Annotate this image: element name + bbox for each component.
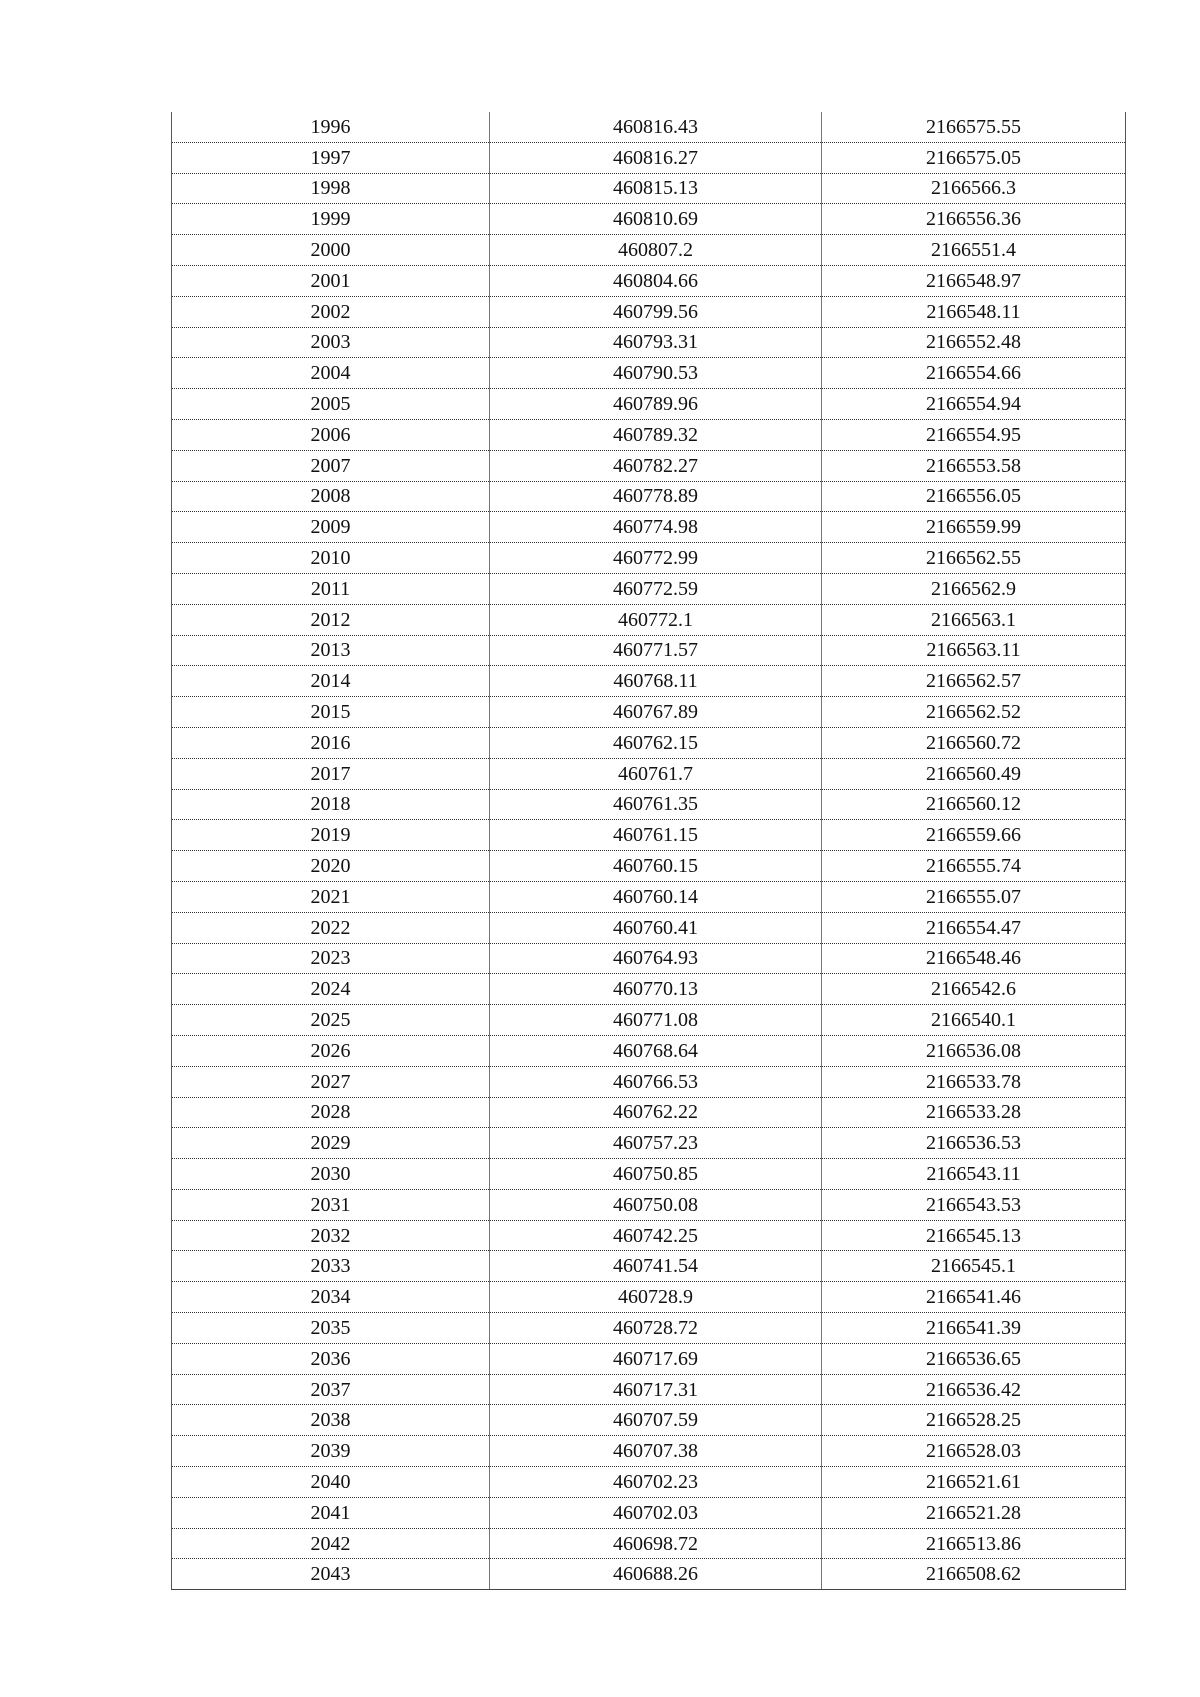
y-coordinate-cell: 2166553.58 bbox=[822, 450, 1126, 481]
point-id-cell: 2015 bbox=[172, 697, 490, 728]
table-row bbox=[172, 358, 1126, 389]
point-id-cell: 2035 bbox=[172, 1313, 490, 1344]
x-coordinate-cell: 460815.13 bbox=[490, 173, 822, 204]
point-id-cell: 2043 bbox=[172, 1559, 490, 1590]
y-coordinate-cell: 2166543.53 bbox=[822, 1189, 1126, 1220]
table-row bbox=[172, 1343, 1126, 1374]
table-row bbox=[172, 851, 1126, 882]
point-id-cell: 2030 bbox=[172, 1159, 490, 1190]
point-id-cell: 2026 bbox=[172, 1035, 490, 1066]
table-row bbox=[172, 265, 1126, 296]
x-coordinate-cell: 460761.7 bbox=[490, 758, 822, 789]
table-row bbox=[172, 758, 1126, 789]
y-coordinate-cell: 2166554.94 bbox=[822, 389, 1126, 420]
y-coordinate-cell: 2166556.05 bbox=[822, 481, 1126, 512]
y-coordinate-cell: 2166541.46 bbox=[822, 1282, 1126, 1313]
x-coordinate-cell: 460799.56 bbox=[490, 296, 822, 327]
table-row bbox=[172, 820, 1126, 851]
table-row bbox=[172, 1005, 1126, 1036]
point-id-cell: 2031 bbox=[172, 1189, 490, 1220]
x-coordinate-cell: 460771.57 bbox=[490, 635, 822, 666]
point-id-cell: 2020 bbox=[172, 851, 490, 882]
table-row bbox=[172, 235, 1126, 266]
y-coordinate-cell: 2166536.42 bbox=[822, 1374, 1126, 1405]
y-coordinate-cell: 2166560.12 bbox=[822, 789, 1126, 820]
table-row bbox=[172, 666, 1126, 697]
table-row bbox=[172, 112, 1126, 142]
point-id-cell: 2006 bbox=[172, 419, 490, 450]
y-coordinate-cell: 2166513.86 bbox=[822, 1528, 1126, 1559]
y-coordinate-cell: 2166555.07 bbox=[822, 881, 1126, 912]
x-coordinate-cell: 460804.66 bbox=[490, 265, 822, 296]
y-coordinate-cell: 2166528.03 bbox=[822, 1436, 1126, 1467]
y-coordinate-cell: 2166528.25 bbox=[822, 1405, 1126, 1436]
table-row bbox=[172, 1374, 1126, 1405]
x-coordinate-cell: 460810.69 bbox=[490, 204, 822, 235]
x-coordinate-cell: 460793.31 bbox=[490, 327, 822, 358]
y-coordinate-cell: 2166545.1 bbox=[822, 1251, 1126, 1282]
y-coordinate-cell: 2166541.39 bbox=[822, 1313, 1126, 1344]
y-coordinate-cell: 2166562.57 bbox=[822, 666, 1126, 697]
x-coordinate-cell: 460771.08 bbox=[490, 1005, 822, 1036]
x-coordinate-cell: 460750.08 bbox=[490, 1189, 822, 1220]
y-coordinate-cell: 2166533.78 bbox=[822, 1066, 1126, 1097]
x-coordinate-cell: 460698.72 bbox=[490, 1528, 822, 1559]
table-row bbox=[172, 1035, 1126, 1066]
table-row bbox=[172, 881, 1126, 912]
x-coordinate-cell: 460778.89 bbox=[490, 481, 822, 512]
x-coordinate-cell: 460762.15 bbox=[490, 727, 822, 758]
point-id-cell: 1997 bbox=[172, 142, 490, 173]
y-coordinate-cell: 2166542.6 bbox=[822, 974, 1126, 1005]
y-coordinate-cell: 2166559.99 bbox=[822, 512, 1126, 543]
table-row bbox=[172, 142, 1126, 173]
y-coordinate-cell: 2166536.65 bbox=[822, 1343, 1126, 1374]
point-id-cell: 2034 bbox=[172, 1282, 490, 1313]
y-coordinate-cell: 2166521.28 bbox=[822, 1497, 1126, 1528]
point-id-cell: 2029 bbox=[172, 1128, 490, 1159]
x-coordinate-cell: 460768.64 bbox=[490, 1035, 822, 1066]
x-coordinate-cell: 460728.9 bbox=[490, 1282, 822, 1313]
table-row bbox=[172, 1066, 1126, 1097]
x-coordinate-cell: 460782.27 bbox=[490, 450, 822, 481]
table-row bbox=[172, 543, 1126, 574]
x-coordinate-cell: 460707.38 bbox=[490, 1436, 822, 1467]
x-coordinate-cell: 460816.43 bbox=[490, 112, 822, 142]
x-coordinate-cell: 460762.22 bbox=[490, 1097, 822, 1128]
table-row bbox=[172, 1251, 1126, 1282]
y-coordinate-cell: 2166508.62 bbox=[822, 1559, 1126, 1590]
table-row bbox=[172, 1313, 1126, 1344]
point-id-cell: 2009 bbox=[172, 512, 490, 543]
point-id-cell: 2014 bbox=[172, 666, 490, 697]
x-coordinate-cell: 460807.2 bbox=[490, 235, 822, 266]
table-row bbox=[172, 1097, 1126, 1128]
y-coordinate-cell: 2166562.55 bbox=[822, 543, 1126, 574]
x-coordinate-cell: 460770.13 bbox=[490, 974, 822, 1005]
point-id-cell: 2023 bbox=[172, 943, 490, 974]
x-coordinate-cell: 460760.41 bbox=[490, 912, 822, 943]
x-coordinate-cell: 460757.23 bbox=[490, 1128, 822, 1159]
point-id-cell: 2000 bbox=[172, 235, 490, 266]
x-coordinate-cell: 460772.99 bbox=[490, 543, 822, 574]
y-coordinate-cell: 2166554.47 bbox=[822, 912, 1126, 943]
point-id-cell: 2039 bbox=[172, 1436, 490, 1467]
x-coordinate-cell: 460742.25 bbox=[490, 1220, 822, 1251]
y-coordinate-cell: 2166575.05 bbox=[822, 142, 1126, 173]
point-id-cell: 2028 bbox=[172, 1097, 490, 1128]
point-id-cell: 2011 bbox=[172, 573, 490, 604]
x-coordinate-cell: 460717.31 bbox=[490, 1374, 822, 1405]
point-id-cell: 2005 bbox=[172, 389, 490, 420]
table-row bbox=[172, 789, 1126, 820]
y-coordinate-cell: 2166533.28 bbox=[822, 1097, 1126, 1128]
point-id-cell: 2010 bbox=[172, 543, 490, 574]
point-id-cell: 1998 bbox=[172, 173, 490, 204]
table-row bbox=[172, 1467, 1126, 1498]
point-id-cell: 2037 bbox=[172, 1374, 490, 1405]
y-coordinate-cell: 2166575.55 bbox=[822, 112, 1126, 142]
table-row bbox=[172, 1128, 1126, 1159]
y-coordinate-cell: 2166562.52 bbox=[822, 697, 1126, 728]
table-row bbox=[172, 1159, 1126, 1190]
x-coordinate-cell: 460717.69 bbox=[490, 1343, 822, 1374]
y-coordinate-cell: 2166555.74 bbox=[822, 851, 1126, 882]
y-coordinate-cell: 2166548.11 bbox=[822, 296, 1126, 327]
y-coordinate-cell: 2166562.9 bbox=[822, 573, 1126, 604]
table-row bbox=[172, 573, 1126, 604]
y-coordinate-cell: 2166566.3 bbox=[822, 173, 1126, 204]
table-row bbox=[172, 389, 1126, 420]
point-id-cell: 2027 bbox=[172, 1066, 490, 1097]
table-row bbox=[172, 635, 1126, 666]
point-id-cell: 2040 bbox=[172, 1467, 490, 1498]
y-coordinate-cell: 2166551.4 bbox=[822, 235, 1126, 266]
point-id-cell: 1999 bbox=[172, 204, 490, 235]
table-row bbox=[172, 1189, 1126, 1220]
x-coordinate-cell: 460741.54 bbox=[490, 1251, 822, 1282]
y-coordinate-cell: 2166540.1 bbox=[822, 1005, 1126, 1036]
x-coordinate-cell: 460789.96 bbox=[490, 389, 822, 420]
y-coordinate-cell: 2166554.95 bbox=[822, 419, 1126, 450]
point-id-cell: 2024 bbox=[172, 974, 490, 1005]
point-id-cell: 2033 bbox=[172, 1251, 490, 1282]
y-coordinate-cell: 2166559.66 bbox=[822, 820, 1126, 851]
point-id-cell: 2038 bbox=[172, 1405, 490, 1436]
x-coordinate-cell: 460707.59 bbox=[490, 1405, 822, 1436]
x-coordinate-cell: 460728.72 bbox=[490, 1313, 822, 1344]
table-row bbox=[172, 1282, 1126, 1313]
point-id-cell: 2032 bbox=[172, 1220, 490, 1251]
table-row bbox=[172, 912, 1126, 943]
table-row bbox=[172, 1528, 1126, 1559]
x-coordinate-cell: 460761.35 bbox=[490, 789, 822, 820]
y-coordinate-cell: 2166563.11 bbox=[822, 635, 1126, 666]
table-row bbox=[172, 1436, 1126, 1467]
table-row bbox=[172, 512, 1126, 543]
table-row bbox=[172, 1497, 1126, 1528]
point-id-cell: 2017 bbox=[172, 758, 490, 789]
x-coordinate-cell: 460790.53 bbox=[490, 358, 822, 389]
x-coordinate-cell: 460766.53 bbox=[490, 1066, 822, 1097]
y-coordinate-cell: 2166552.48 bbox=[822, 327, 1126, 358]
table-row bbox=[172, 481, 1126, 512]
point-id-cell: 2025 bbox=[172, 1005, 490, 1036]
x-coordinate-cell: 460772.1 bbox=[490, 604, 822, 635]
point-id-cell: 2016 bbox=[172, 727, 490, 758]
coordinate-table bbox=[171, 112, 1126, 1590]
y-coordinate-cell: 2166548.97 bbox=[822, 265, 1126, 296]
table-row bbox=[172, 697, 1126, 728]
point-id-cell: 2042 bbox=[172, 1528, 490, 1559]
y-coordinate-cell: 2166560.72 bbox=[822, 727, 1126, 758]
point-id-cell: 1996 bbox=[172, 112, 490, 142]
y-coordinate-cell: 2166560.49 bbox=[822, 758, 1126, 789]
table-row bbox=[172, 327, 1126, 358]
table-row bbox=[172, 604, 1126, 635]
x-coordinate-cell: 460760.15 bbox=[490, 851, 822, 882]
point-id-cell: 2012 bbox=[172, 604, 490, 635]
x-coordinate-cell: 460761.15 bbox=[490, 820, 822, 851]
table-row bbox=[172, 943, 1126, 974]
point-id-cell: 2008 bbox=[172, 481, 490, 512]
x-coordinate-cell: 460764.93 bbox=[490, 943, 822, 974]
x-coordinate-cell: 460789.32 bbox=[490, 419, 822, 450]
y-coordinate-cell: 2166554.66 bbox=[822, 358, 1126, 389]
table-row bbox=[172, 1405, 1126, 1436]
y-coordinate-cell: 2166536.53 bbox=[822, 1128, 1126, 1159]
point-id-cell: 2004 bbox=[172, 358, 490, 389]
point-id-cell: 2002 bbox=[172, 296, 490, 327]
x-coordinate-cell: 460702.03 bbox=[490, 1497, 822, 1528]
table-row bbox=[172, 419, 1126, 450]
y-coordinate-cell: 2166563.1 bbox=[822, 604, 1126, 635]
y-coordinate-cell: 2166556.36 bbox=[822, 204, 1126, 235]
table-row bbox=[172, 1220, 1126, 1251]
point-id-cell: 2001 bbox=[172, 265, 490, 296]
point-id-cell: 2041 bbox=[172, 1497, 490, 1528]
point-id-cell: 2036 bbox=[172, 1343, 490, 1374]
table-body bbox=[172, 112, 1126, 1590]
point-id-cell: 2022 bbox=[172, 912, 490, 943]
table-row bbox=[172, 173, 1126, 204]
x-coordinate-cell: 460816.27 bbox=[490, 142, 822, 173]
table-row bbox=[172, 204, 1126, 235]
point-id-cell: 2013 bbox=[172, 635, 490, 666]
point-id-cell: 2018 bbox=[172, 789, 490, 820]
point-id-cell: 2007 bbox=[172, 450, 490, 481]
y-coordinate-cell: 2166543.11 bbox=[822, 1159, 1126, 1190]
table-row bbox=[172, 450, 1126, 481]
point-id-cell: 2003 bbox=[172, 327, 490, 358]
y-coordinate-cell: 2166536.08 bbox=[822, 1035, 1126, 1066]
x-coordinate-cell: 460688.26 bbox=[490, 1559, 822, 1590]
x-coordinate-cell: 460750.85 bbox=[490, 1159, 822, 1190]
table-row bbox=[172, 727, 1126, 758]
y-coordinate-cell: 2166521.61 bbox=[822, 1467, 1126, 1498]
table-row bbox=[172, 296, 1126, 327]
x-coordinate-cell: 460767.89 bbox=[490, 697, 822, 728]
point-id-cell: 2021 bbox=[172, 881, 490, 912]
table-row bbox=[172, 1559, 1126, 1590]
x-coordinate-cell: 460768.11 bbox=[490, 666, 822, 697]
x-coordinate-cell: 460702.23 bbox=[490, 1467, 822, 1498]
table-row bbox=[172, 974, 1126, 1005]
y-coordinate-cell: 2166548.46 bbox=[822, 943, 1126, 974]
x-coordinate-cell: 460760.14 bbox=[490, 881, 822, 912]
x-coordinate-cell: 460772.59 bbox=[490, 573, 822, 604]
y-coordinate-cell: 2166545.13 bbox=[822, 1220, 1126, 1251]
x-coordinate-cell: 460774.98 bbox=[490, 512, 822, 543]
point-id-cell: 2019 bbox=[172, 820, 490, 851]
